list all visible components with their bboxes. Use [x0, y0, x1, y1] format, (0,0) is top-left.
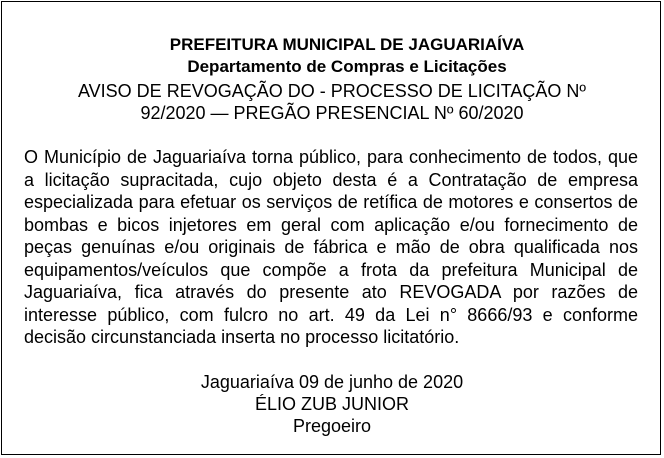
signatory-name: ÉLIO ZUB JUNIOR	[254, 394, 410, 414]
notice-body: O Município de Jaguariaíva torna público, para conhecimento de todos, que a licitação supracitada, cujo objeto desta é a Contratação de empresa especializada para efetuar os serviços de retífica de motores e consertos de bombas e bicos injetores em geral com aplicação e/ou fornecimento de peças genuínas e/ou originais de fábrica e mão de obra qualificada nos equipamentos/veículos que compõe a frota da prefeitura Municipal de Jaguariaíva, fica através do presente ato REVOGADA por razões de interesse público, com fulcro no art. 49 da Lei n° 8666/93 e conforme decisão circunstanciada inserta no processo licitatório.	[24, 147, 638, 347]
notice-title-line2: 92/2020 — PREGÃO PRESENCIAL Nº 60/2020	[140, 103, 524, 123]
place-date: Jaguariaíva 09 de junho de 2020	[200, 372, 464, 392]
entity-title: PREFEITURA MUNICIPAL DE JAGUARIAÍVA	[169, 35, 525, 54]
notice-title-line1: AVISO DE REVOGAÇÃO DO - PROCESSO DE LICITAÇÃO Nº	[78, 81, 586, 101]
signatory-role: Pregoeiro	[292, 416, 372, 436]
department-title: Departamento de Compras e Licitações	[187, 57, 507, 76]
